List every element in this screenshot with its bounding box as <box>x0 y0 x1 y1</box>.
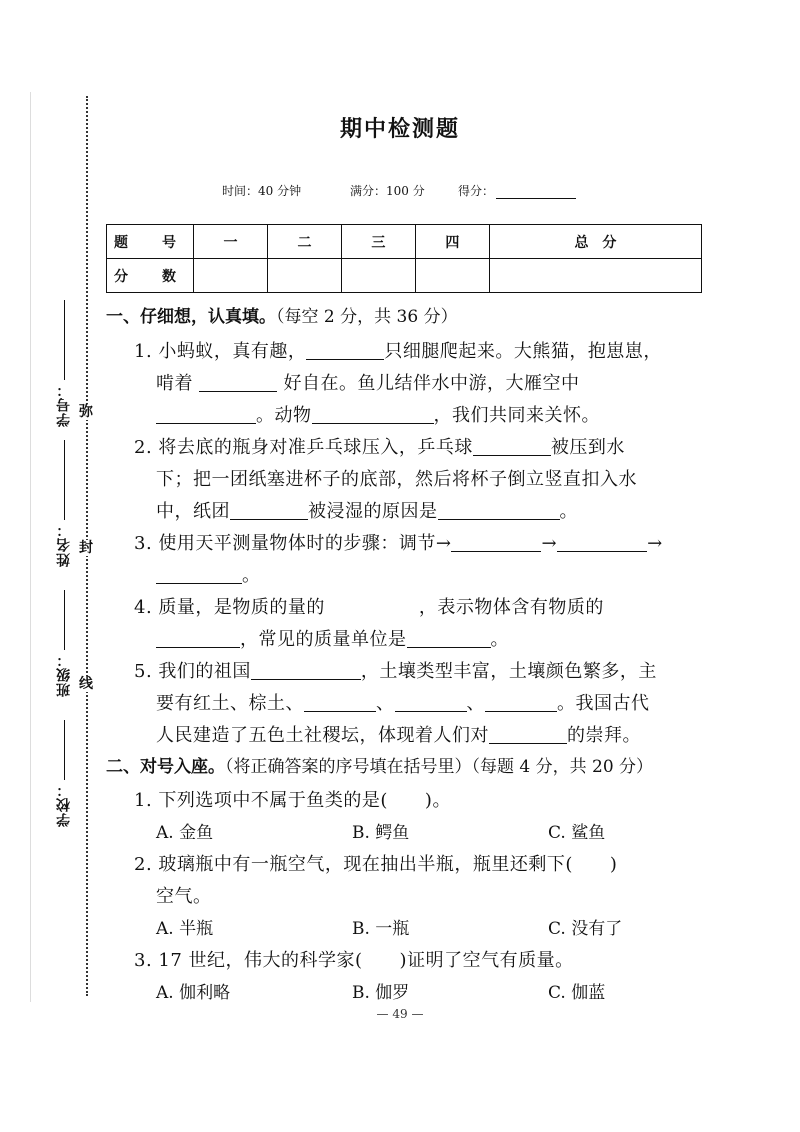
q1-line2: 啃着 好自在。鱼儿结伴水中游，大雁空中 <box>156 373 580 394</box>
q1-blank3[interactable] <box>156 405 256 424</box>
q5-blank3[interactable] <box>395 693 467 712</box>
q5-blank4[interactable] <box>485 693 557 712</box>
q1-blank1[interactable] <box>306 341 384 360</box>
name-field[interactable]: 姓名： <box>54 440 74 567</box>
score-label: 得分： <box>458 184 495 198</box>
q3-line1: 3. 使用天平测量物体时的步骤：调节→ → → <box>134 533 663 554</box>
score-cell-total: 总 分 <box>489 225 701 259</box>
section1-heading: 一、仔细想，认真填。（每空 2 分，共 36 分） <box>106 307 458 327</box>
mc1-option-b[interactable]: B. 鳄鱼 <box>352 823 410 843</box>
mc1-stem: 1. 下列选项中不属于鱼类的是( )。 <box>134 790 451 811</box>
q4-blank3[interactable] <box>407 629 491 648</box>
mc2-option-a[interactable]: A. 半瓶 <box>156 919 214 939</box>
q4-blank2[interactable] <box>156 629 240 648</box>
q3-blank3[interactable] <box>156 565 242 584</box>
q1-line3: 。动物 ，我们共同来关怀。 <box>156 401 600 427</box>
score-table-value-row <box>107 259 702 293</box>
score-table <box>106 224 702 293</box>
q2-line1: 2. 将去底的瓶身对准乒乓球压入，乒乓球 被压到水 <box>134 437 625 458</box>
q5-blank1[interactable] <box>251 661 361 680</box>
score-value-label: 分 数 <box>107 259 194 293</box>
q5-line3: 人民建造了五色土社稷坛，体现着人们对 的崇拜。 <box>156 725 641 746</box>
q2-blank1[interactable] <box>473 437 551 456</box>
mc3-option-a[interactable]: A. 伽利略 <box>156 983 231 1003</box>
page-number: — 49 — <box>376 1007 424 1021</box>
school-field[interactable]: 学校： <box>54 720 74 827</box>
score-value-3[interactable] <box>341 259 415 293</box>
mc2-stem-line1: 2. 玻璃瓶中有一瓶空气，现在抽出半瓶，瓶里还剩下( ) <box>134 854 618 875</box>
seal-char-xian: 线 <box>79 676 93 692</box>
mc3-option-b[interactable]: B. 伽罗 <box>352 983 410 1003</box>
score-blank[interactable] <box>496 182 576 199</box>
score-cell-2: 二 <box>267 225 341 259</box>
q3-blank1[interactable] <box>451 533 541 552</box>
time-info: 时间：40 分钟 <box>222 184 302 198</box>
q2-line2: 下；把一团纸塞进杯子的底部，然后将杯子倒立竖直扣入水 <box>156 469 637 490</box>
score-value-1[interactable] <box>194 259 268 293</box>
section2-heading: 二、对号入座。（将正确答案的序号填在括号里）（每题 4 分，共 20 分） <box>106 757 654 777</box>
q5-blank5[interactable] <box>489 725 567 744</box>
score-value-4[interactable] <box>415 259 489 293</box>
mc1-option-c[interactable]: C. 鲨鱼 <box>548 823 606 843</box>
q1-blank2[interactable] <box>199 373 277 392</box>
mc2-option-b[interactable]: B. 一瓶 <box>352 919 410 939</box>
score-value-total[interactable] <box>489 259 701 293</box>
score-value-2[interactable] <box>267 259 341 293</box>
q5-line2: 要有红土、棕土、 、 、 。我国古代 <box>156 693 650 714</box>
q5-line1: 5. 我们的祖国 ，土壤类型丰富，土壤颜色繁多，主 <box>134 661 657 682</box>
q2-line3: 中，纸团 被浸湿的原因是 。 <box>156 501 578 522</box>
seal-char-feng: 封 <box>79 540 93 556</box>
seal-char-mi: 弥 <box>79 404 93 420</box>
mc2-stem-line2: 空气。 <box>156 886 212 907</box>
q1-blank4[interactable] <box>312 405 434 424</box>
full-score-info: 满分：100 分 <box>350 184 425 198</box>
q2-blank3[interactable] <box>438 501 560 520</box>
q5-blank2[interactable] <box>304 693 376 712</box>
student-id-field[interactable]: 学号： <box>54 300 74 427</box>
mc2-option-c[interactable]: C. 没有了 <box>548 919 623 939</box>
score-table-header-row <box>107 225 702 259</box>
q4-line2: ，常见的质量单位是 。 <box>156 625 509 651</box>
mc1-option-a[interactable]: A. 金鱼 <box>156 823 214 843</box>
page-title: 期中检测题 <box>339 117 460 142</box>
class-field[interactable]: 班级： <box>54 590 74 697</box>
q4-line1: 4. 质量，是物质的量的 ，表示物体含有物质的 <box>134 597 604 618</box>
mc3-option-c[interactable]: C. 伽蓝 <box>548 983 606 1003</box>
q3-line2: 。 <box>156 561 261 587</box>
q3-blank2[interactable] <box>557 533 647 552</box>
score-cell-3: 三 <box>341 225 415 259</box>
score-cell-1: 一 <box>194 225 268 259</box>
q1-line1: 1. 小蚂蚁，真有趣， 只细腿爬起来。大熊猫，抱崽崽， <box>134 341 662 362</box>
q2-blank2[interactable] <box>230 501 308 520</box>
score-cell-4: 四 <box>415 225 489 259</box>
mc3-stem: 3. 17 世纪，伟大的科学家( )证明了空气有质量。 <box>134 950 574 971</box>
exam-meta <box>222 182 576 199</box>
score-cell-label: 题 号 <box>107 225 194 259</box>
